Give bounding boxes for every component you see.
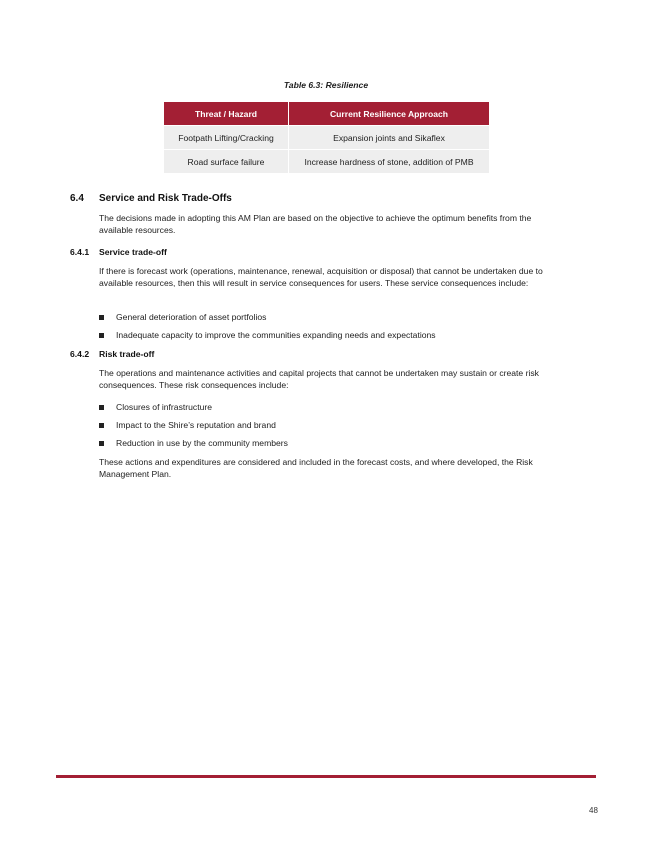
bullet-square-icon xyxy=(99,405,104,410)
section-number: 6.4.1 xyxy=(70,247,90,257)
bullet-square-icon xyxy=(99,423,104,428)
section-heading-6-4-2 xyxy=(70,348,154,360)
section-number: 6.4 xyxy=(70,193,84,204)
closing-paragraph: These actions and expenditures are considered and included in the forecast costs, and where developed, the Risk Management Plan. xyxy=(99,457,533,479)
table-header-threat: Threat / Hazard xyxy=(164,102,289,125)
section-heading-6-4-1 xyxy=(70,246,167,258)
section-6-4-1-paragraph: If there is forecast work (operations, maintenance, renewal, acquisition or disposal) that cannot be undertaken due to available resources, then this will result in service consequences for users. These service consequences include: xyxy=(99,266,543,288)
table-header-approach: Current Resilience Approach xyxy=(289,102,489,125)
table-row xyxy=(164,149,489,173)
section-heading-6-4 xyxy=(70,193,232,205)
table-header-row xyxy=(164,102,489,125)
list-item-text: General deterioration of asset portfolios xyxy=(116,312,267,322)
section-number: 6.4.2 xyxy=(70,349,90,359)
bullet-square-icon xyxy=(99,441,104,446)
page-number: 48 xyxy=(589,806,598,815)
list-item-text: Reduction in use by the community members xyxy=(116,438,288,448)
section-title: Service and Risk Trade-Offs xyxy=(99,193,232,204)
footer-divider xyxy=(56,775,596,778)
table-cell-approach: Expansion joints and Sikaflex xyxy=(289,125,489,149)
section-6-4-paragraph: The decisions made in adopting this AM Plan are based on the objective to achieve the optimum benefits from the available resources. xyxy=(99,213,532,235)
list-item-text: Impact to the Shire’s reputation and brand xyxy=(116,420,276,430)
table-cell-approach: Increase hardness of stone, addition of PMB xyxy=(289,149,489,173)
table-cell-threat: Footpath Lifting/Cracking xyxy=(164,125,289,149)
section-title: Risk trade-off xyxy=(99,349,155,359)
table-row xyxy=(164,125,489,149)
table-caption: Table 6.3: Resilience xyxy=(283,80,369,90)
bullet-square-icon xyxy=(99,333,104,338)
resilience-table xyxy=(164,102,489,173)
section-6-4-2-paragraph: The operations and maintenance activities and capital projects that cannot be undertaken may sustain or create risk consequences. These risk consequences include: xyxy=(99,368,539,390)
section-title: Service trade-off xyxy=(99,247,167,257)
bullet-square-icon xyxy=(99,315,104,320)
list-item-text: Inadequate capacity to improve the communities expanding needs and expectations xyxy=(116,330,436,340)
list-item-text: Closures of infrastructure xyxy=(116,402,212,412)
table-cell-threat: Road surface failure xyxy=(164,149,289,173)
